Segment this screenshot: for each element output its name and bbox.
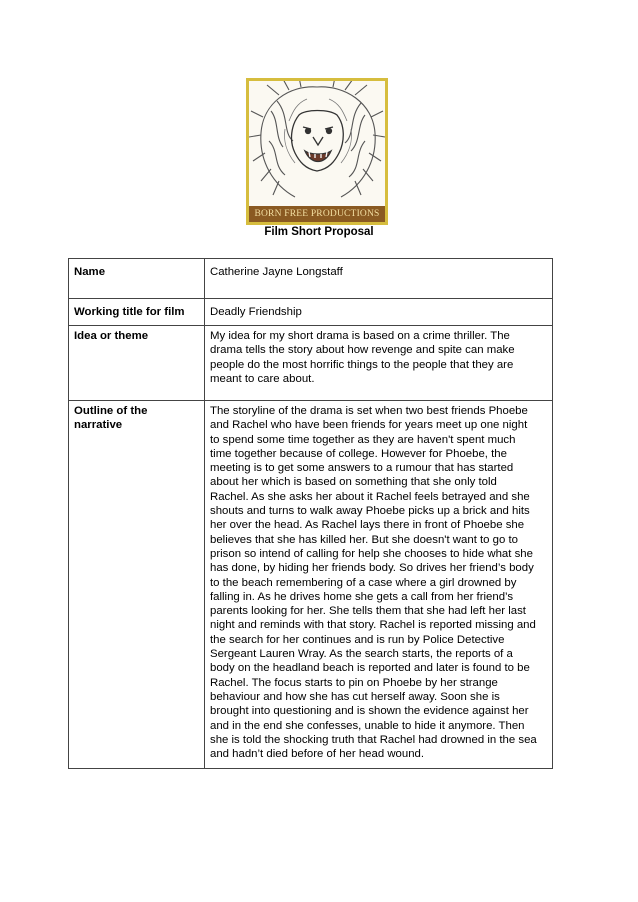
lion-illustration	[249, 81, 385, 206]
name-value-text: Catherine Jayne Longstaff	[210, 266, 343, 278]
proposal-table	[68, 258, 553, 769]
idea-value	[205, 326, 553, 401]
outline-value-text: The storyline of the drama is set when two best friends Phoebe and Rachel who have been friends for years meet up one night to spend some time together as they are haven't spent much time together because of college. However for Phoebe, the meeting is to get some answers to a rumour that has started about her which is based on something that she only told Rachel. As she asks her about it Rachel feels betrayed and she shouts and turns to walk away Phoebe picks up a brick and hits her over the head. As Rachel lays there in front of Phoebe she believes that she has killed her. But she doesn't want to go to prison so intend of calling for help she chooses to hide what she has done, by hiding her friends body. So drives her friend’s body to the beach remembering of a case where a girl drowned by falling in. As he drives home she gets a call from her friend’s parents looking for her. She tells them that she had left her last night and reminds with that story. Rachel is reported missing and the search for her continues and is run by Police Detective Sergeant Lauren Wray. As the search starts, the reports of a body on the headland beach is reported and later is found to be Rachel. The focus starts to pin on Phoebe by her strange behaviour and how she has cut herself away. Soon she is brought into questioning and is shown the evidence against her and in the end she confesses, unable to hide it anymore. Then she is told the shocking truth that Rachel had drowned in the sea and hadn’t died before of her head wound.	[210, 405, 537, 761]
logo-wordmark: BORN FREE PRODUCTIONS	[249, 206, 385, 222]
table-row-idea	[69, 326, 553, 401]
name-label	[69, 259, 205, 299]
outline-label-text: Outline of the narrative	[74, 405, 148, 432]
working-title-value-text: Deadly Friendship	[210, 306, 302, 318]
company-logo	[246, 78, 388, 225]
table-row-name	[69, 259, 553, 299]
table-row-outline	[69, 401, 553, 769]
name-label-text: Name	[74, 266, 106, 278]
idea-label-text: Idea or theme	[74, 330, 149, 342]
idea-value-text: My idea for my short drama is based on a crime thriller. The drama tells the story about how revenge and spite can make people do the most horrific things to the people that they are meant to care about.	[210, 330, 515, 385]
outline-value	[205, 401, 553, 769]
table-row-working-title	[69, 299, 553, 326]
document-title: Film Short Proposal	[264, 226, 374, 238]
idea-label	[69, 326, 205, 401]
name-value	[205, 259, 553, 299]
working-title-value	[205, 299, 553, 326]
outline-label	[69, 401, 205, 769]
working-title-label-text: Working title for film	[74, 306, 185, 318]
working-title-label	[69, 299, 205, 326]
